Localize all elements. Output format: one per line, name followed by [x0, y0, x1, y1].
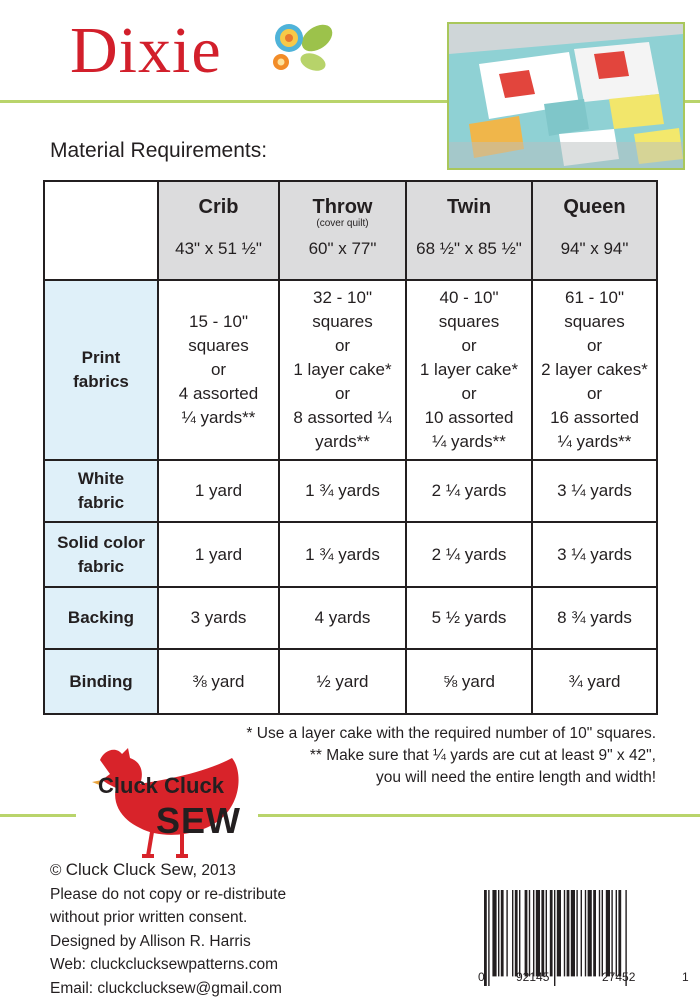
- barcode-digit-group: 92145: [516, 970, 550, 984]
- row-header-line: fabrics: [73, 372, 129, 391]
- barcode-icon: [480, 890, 688, 986]
- footnote-1: * Use a layer cake with the required number of 10" squares.: [246, 725, 656, 742]
- designer-credit: Designed by Allison R. Harris: [50, 932, 251, 950]
- table-cell: [279, 522, 406, 587]
- cell-line: 3 ¼ yards: [557, 544, 632, 564]
- cell-line: 1 layer cake*: [293, 360, 392, 379]
- table-cell: [532, 280, 657, 460]
- table-cell: [279, 280, 406, 460]
- table-cell: [532, 460, 657, 522]
- table-row-backing: [44, 587, 657, 649]
- table-cell: [532, 649, 657, 714]
- cell-line: 8 assorted ¼: [293, 408, 392, 427]
- cell-line: 10 assorted: [424, 408, 514, 427]
- footnotes: [246, 723, 656, 789]
- table-cell: [532, 587, 657, 649]
- cell-line: ⅜ yard: [192, 671, 245, 691]
- cell-line: 2 ¼ yards: [431, 481, 507, 500]
- cell-line: ⅝ yard: [443, 671, 495, 691]
- row-header-binding: [44, 649, 158, 714]
- table-cell: [158, 280, 279, 460]
- header-divider: [0, 100, 447, 103]
- header-divider-right: [683, 100, 700, 103]
- copyright-notice-2: without prior written consent.: [50, 909, 248, 926]
- copyright-line: [50, 858, 286, 883]
- row-header-line: Solid color: [57, 532, 145, 552]
- cell-line: 32 - 10": [313, 288, 372, 307]
- cell-line: ¼ yards**: [432, 432, 506, 451]
- column-note: (cover quilt): [316, 218, 369, 229]
- table-row-solid-color-fabric: [44, 522, 657, 587]
- cell-line: squares: [438, 312, 500, 331]
- barcode-digit-group: 27452: [602, 970, 636, 984]
- cell-line: 61 - 10": [565, 288, 624, 307]
- material-requirements-table: [43, 180, 658, 715]
- cell-line: 8 ¾ yards: [557, 608, 632, 627]
- table-cell: [158, 649, 279, 714]
- column-header-twin: Twin 68 ½" x 85 ½": [406, 181, 532, 280]
- cell-line: ¼ yards**: [557, 432, 632, 451]
- quilt-photo: [447, 22, 685, 170]
- table-cell: [279, 587, 406, 649]
- row-header-line: fabric: [77, 493, 125, 512]
- footer-divider-right: [258, 814, 700, 817]
- row-header-line: Binding: [69, 671, 133, 691]
- row-header-line: White: [77, 469, 125, 488]
- material-requirements-heading: Material Requirements:: [50, 139, 268, 162]
- copyright-notice-1: Please do not copy or re-distribute: [50, 885, 287, 903]
- cell-line: 4 assorted: [178, 384, 259, 403]
- cell-line: squares: [564, 312, 625, 331]
- web-address: Web: cluckclucksewpatterns.com: [50, 956, 278, 973]
- table-cell: [158, 522, 279, 587]
- table-cell: [279, 460, 406, 522]
- cell-line: 1 yard: [194, 544, 243, 564]
- row-header-solid-color-fabric: [44, 522, 158, 587]
- column-header-throw: Throw (cover quilt) 60" x 77": [279, 181, 406, 280]
- row-header-print-fabrics: [44, 280, 158, 460]
- cell-line: 2 layer cakes*: [541, 360, 648, 379]
- cell-line: 1 yard: [194, 481, 243, 500]
- cell-line: or: [334, 384, 351, 403]
- cell-line: 2 ¼ yards: [431, 544, 507, 564]
- table-header-row: [44, 181, 657, 280]
- table-cell: [158, 460, 279, 522]
- cell-line: 3 yards: [190, 608, 247, 627]
- footer-divider: [0, 814, 76, 817]
- copyright-icon: ©: [50, 862, 62, 879]
- table-cell: [406, 587, 532, 649]
- cell-line: ½ yard: [316, 671, 369, 691]
- row-header-line: Print: [81, 348, 121, 367]
- column-header-queen: Queen 94" x 94": [532, 181, 657, 280]
- cell-line: 1 ¾ yards: [305, 544, 380, 564]
- table-row-binding: [44, 649, 657, 714]
- footnote-2: ** Make sure that ¼ yards are cut at least 9" x 42",: [309, 747, 656, 764]
- cell-line: squares: [188, 336, 249, 355]
- brand-name-line2: SEW: [156, 800, 242, 841]
- cell-line: 5 ½ yards: [431, 608, 507, 627]
- barcode-digit-group: 1: [682, 970, 689, 984]
- cell-line: 40 - 10": [439, 288, 499, 307]
- cell-line: or: [334, 336, 351, 355]
- row-header-line: Backing: [67, 608, 135, 627]
- row-header-backing: [44, 587, 158, 649]
- cell-line: 4 yards: [314, 608, 371, 627]
- table-cell: [532, 522, 657, 587]
- column-header-crib: Crib 43" x 51 ½": [158, 181, 279, 280]
- footnote-3: you will need the entire length and width!: [375, 769, 656, 786]
- row-header-line: fabric: [77, 556, 125, 576]
- table-cell: [279, 649, 406, 714]
- pattern-title: Dixie: [70, 14, 222, 87]
- cell-line: 16 assorted: [550, 408, 639, 427]
- table-row-white-fabric: [44, 460, 657, 522]
- table-cell: [406, 649, 532, 714]
- flower-leaf-icon: [265, 16, 340, 81]
- row-header-white-fabric: [44, 460, 158, 522]
- barcode-digit-group: 0: [478, 970, 485, 984]
- cell-line: or: [586, 384, 603, 403]
- table-row-print-fabrics: [44, 280, 657, 460]
- cell-line: 15 - 10": [189, 312, 248, 331]
- table-cell: [406, 522, 532, 587]
- cell-line: ¼ yards**: [181, 408, 256, 427]
- cell-line: 1 ¾ yards: [305, 481, 380, 500]
- cell-line: squares: [312, 312, 373, 331]
- cell-line: yards**: [315, 432, 370, 451]
- cell-line: or: [461, 336, 477, 355]
- table-cell: [406, 460, 532, 522]
- cell-line: 3 ¼ yards: [557, 481, 632, 500]
- table-cell: [158, 587, 279, 649]
- email-address: Email: cluckclucksew@gmail.com: [50, 979, 282, 997]
- copyright-year: 2013: [201, 862, 236, 879]
- brand-name-line1: Cluck Cluck: [98, 773, 224, 798]
- cell-line: ¾ yard: [568, 671, 621, 691]
- cell-line: or: [461, 384, 477, 403]
- table-corner-cell: [44, 181, 158, 280]
- cell-line: or: [586, 336, 603, 355]
- copyright-name: Cluck Cluck Sew,: [65, 860, 198, 879]
- cell-line: 1 layer cake*: [419, 360, 519, 379]
- copyright-block: [50, 858, 286, 1000]
- table-cell: [406, 280, 532, 460]
- cell-line: or: [210, 360, 227, 379]
